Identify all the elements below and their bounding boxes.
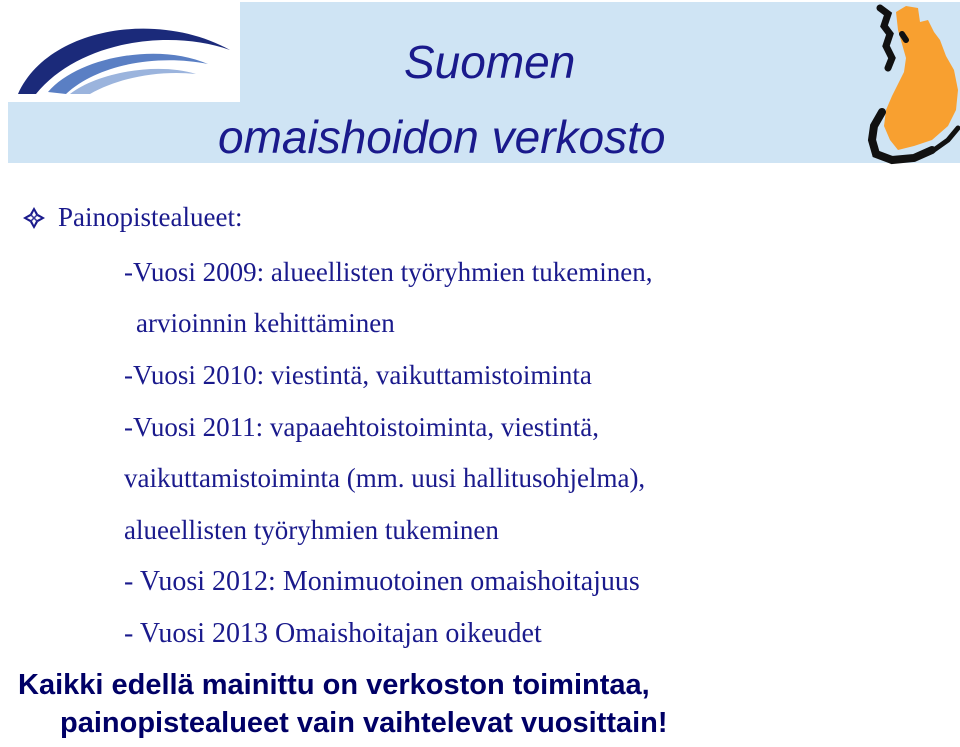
finland-map-icon bbox=[862, 0, 960, 166]
text-line: - Vuosi 2012: Monimuotoinen omaishoitajuus bbox=[124, 566, 640, 597]
logo-wave-icon bbox=[8, 2, 240, 102]
page-title-line2: omaishoidon verkosto bbox=[218, 111, 666, 163]
footer-line1: Kaikki edellä mainittu on verkoston toimintaa, bbox=[18, 669, 650, 701]
page-title-line1: Suomen bbox=[404, 36, 576, 88]
diamond-bullet-icon bbox=[22, 206, 46, 230]
text-line: - Vuosi 2013 Omaishoitajan oikeudet bbox=[124, 618, 542, 649]
text-line: -Vuosi 2011: vapaaehtoistoiminta, viestintä, bbox=[124, 412, 600, 442]
text-line: vaikuttamistoiminta (mm. uusi hallitusohjelma), bbox=[124, 463, 646, 493]
text-line: -Vuosi 2009: alueellisten työryhmien tukeminen, bbox=[124, 257, 653, 287]
bullet-heading-label: Painopistealueet: bbox=[58, 202, 243, 232]
text-line: arvioinnin kehittäminen bbox=[136, 308, 395, 338]
logo bbox=[8, 2, 240, 102]
text-line: alueellisten työryhmien tukeminen bbox=[124, 515, 499, 545]
bullet-heading bbox=[22, 202, 242, 233]
footer-line2: painopistealueet vain vaihtelevat vuosittain! bbox=[60, 707, 668, 739]
text-line: -Vuosi 2010: viestintä, vaikuttamistoiminta bbox=[124, 360, 592, 390]
